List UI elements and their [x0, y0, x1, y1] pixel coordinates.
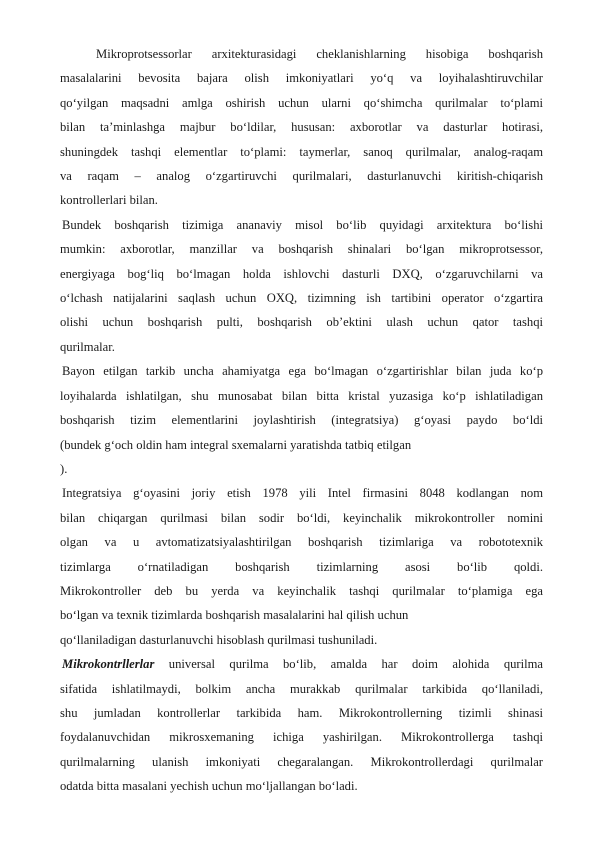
text-line: Mikrokontroller deb bu yerda va keyinchalik tashqi qurilmalar to‘plamiga ega: [60, 583, 543, 598]
text-line: boshqarish tizim elementlarini joylashtirish (integratsiya) g‘oyasi paydo bo‘ldi: [60, 413, 543, 428]
text-line: qurilmalar.: [60, 339, 115, 354]
text-line: ).: [60, 461, 68, 476]
text-line: energiyaga bog‘liq bo‘lmagan holda ishlovchi dasturli DXQ, o‘zgaruvchilarni va: [60, 266, 543, 281]
text-line: foydalanuvchidan mikrosxemaning ichiga yashirilgan. Mikrokontrollerga tashqi: [60, 730, 543, 745]
paragraph-mikrokontrollerlar: [60, 652, 543, 798]
text-line: qo‘yilgan maqsadni amlga oshirish uchun ularni qo‘shimcha qurilmalar to‘plami: [60, 95, 543, 110]
term-mikrokontrllerlar: Mikrokontrllerlar: [62, 657, 155, 672]
text-line: masalalarini bevosita bajara olish imkoniyatlari yo‘q va loyihalashtiruvchilar: [60, 71, 543, 86]
text-line: qurilmalarning ulanish imkoniyati chegaralangan. Mikrokontrollerdagi qurilmalar: [60, 754, 543, 769]
text-line: bo‘lgan va texnik tizimlarda boshqarish masalalarini hal qilish uchun: [60, 608, 409, 623]
text-line: odatda bitta masalani yechish uchun mo‘ljallangan bo‘ladi.: [60, 779, 358, 794]
text-line: qo‘llaniladigan dasturlanuvchi hisoblash qurilmasi tushuniladi.: [60, 632, 378, 647]
text-line: Integratsiya g‘oyasini joriy etish 1978 yili Intel firmasini 8048 kodlangan nom: [62, 486, 543, 501]
text-line: va raqam – analog o‘zgartiruvchi qurilmalari, dasturlanuvchi kiritish-chiqarish: [60, 169, 543, 184]
text-line-rest: universal qurilma bo‘lib, amalda har doim alohida qurilma: [154, 657, 543, 672]
paragraph-integratsiya-goyasi: [60, 359, 543, 481]
text-line: Mikroprotsessorlar arxitekturasidagi cheklanishlarning hisobiga boshqarish: [96, 47, 543, 61]
paragraph-boshqarish-tizimi-misoli: [60, 213, 543, 359]
text-line: olgan va u avtomatizatsiyalashtirilgan boshqarish tizimlariga va robototexnik: [60, 535, 543, 550]
text-line: Bayon etilgan tarkib uncha ahamiyatga ega bo‘lmagan o‘zgartirishlar bilan juda ko‘p: [62, 364, 543, 379]
text-line: loyihalarda ishlatilgan, shu munosabat bilan bitta kristal yuzasiga ko‘p ishlatiladigan: [60, 388, 543, 403]
text-line: olishi uchun boshqarish pulti, boshqarish ob’ektini ulash uchun qator tashqi: [60, 315, 543, 330]
text-line: bilan ta’minlashga majbur bo‘ldilar, hususan: axborotlar va dasturlar hotirasi,: [60, 120, 543, 135]
text-line: o‘lchash natijalarini saqlash uchun OXQ, tizimning ish tartibini operator o‘zgartira: [60, 291, 543, 306]
paragraph-intel-8048: [60, 481, 543, 652]
text-line: bilan chiqargan qurilmasi bilan sodir bo‘ldi, keyinchalik mikrokontroller nomini: [60, 510, 543, 525]
text-line: (bundek g‘och oldin ham integral sxemalarni yaratishda tatbiq etilgan: [60, 437, 412, 452]
text-line: sifatida ishlatilmaydi, bolkim ancha murakkab qurilmalar tarkibida qo‘llaniladi,: [60, 681, 543, 696]
text-line: [60, 652, 543, 676]
paragraph-mikroprotsessor-cheklanishlari: [60, 42, 543, 213]
text-line: shu jumladan kontrollerlar tarkibida ham. Mikrokontrollerning tizimli shinasi: [60, 705, 543, 720]
text-line: tizimlarga o‘rnatiladigan boshqarish tizimlarning asosi bo‘lib qoldi.: [60, 559, 543, 574]
text-line: Bundek boshqarish tizimiga ananaviy misol bo‘lib quyidagi arxitektura bo‘lishi: [62, 217, 543, 232]
text-line: mumkin: axborotlar, manzillar va boshqarish shinalari bo‘lgan mikroprotsessor,: [60, 242, 543, 257]
text-line: shuningdek tashqi elementlar to‘plami: taymerlar, sanoq qurilmalar, analog-raqam: [60, 144, 543, 159]
text-line: kontrollerlari bilan.: [60, 193, 158, 208]
